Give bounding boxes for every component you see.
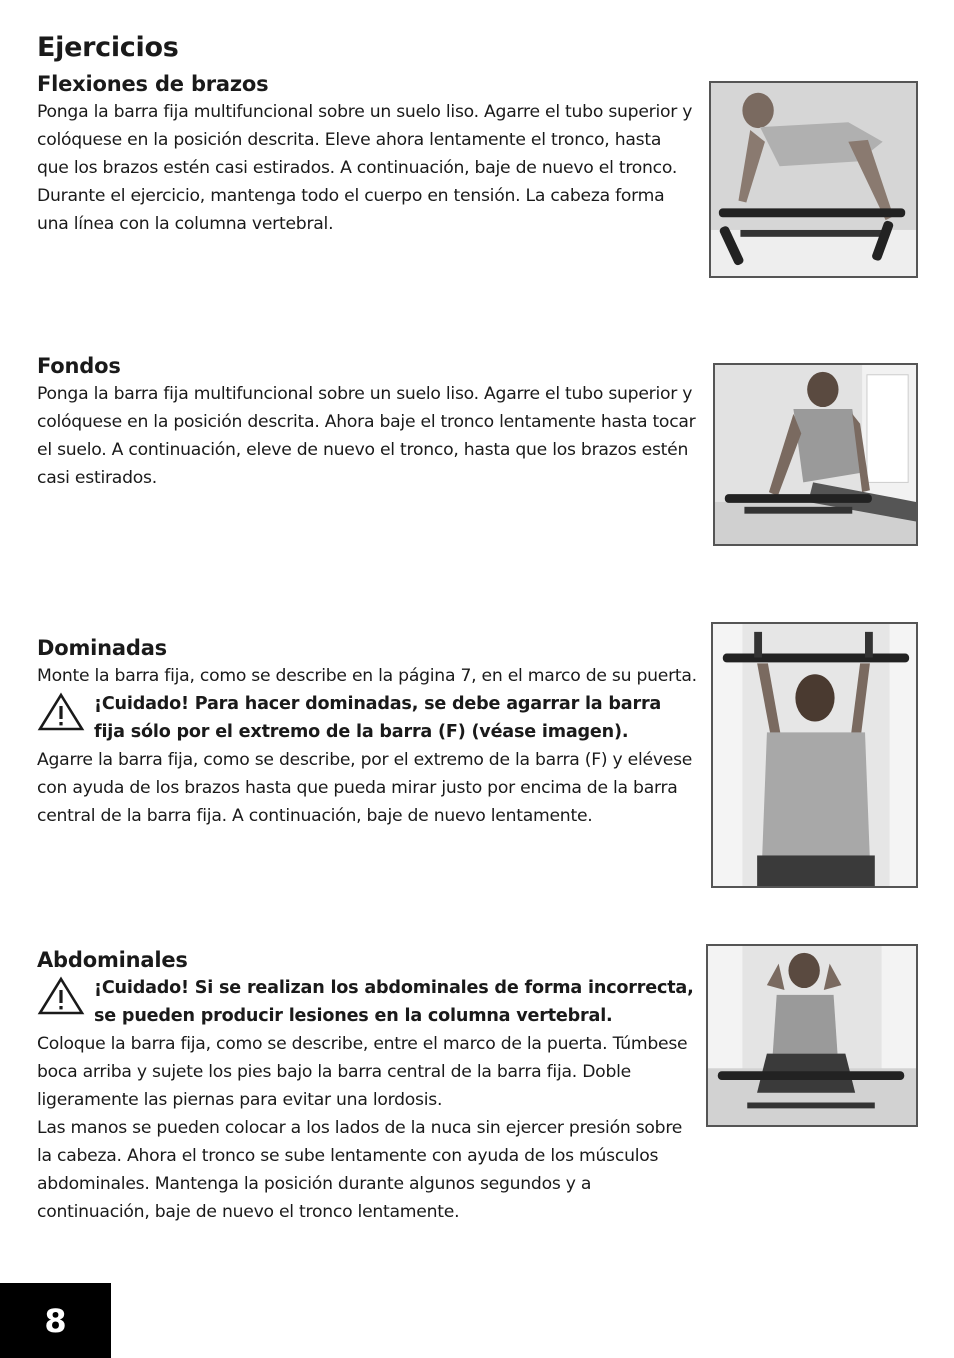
section-crunches [37,946,697,1226]
section-text: Ponga la barra fija multifuncional sobre un suelo liso. Agarre el tubo superior y colóquese en la posición descrita. Ahora baje el tronco lentamente hasta tocar el suelo. A continuación, eleve de nuevo el tronco, hasta que los brazos estén casi estirados. [37,384,696,488]
section-text: Coloque la barra fija, como se describe, entre el marco de la puerta. Túmbese boca arriba y sujete los pies bajo la barra central de la barra fija. Doble ligeramente las piernas para evitar una lordosis. [37,1034,688,1110]
page-title: Ejercicios [37,32,179,63]
warning-icon [37,976,85,1016]
warning-block [37,690,697,746]
crunch-photo [706,944,918,1127]
warning-text: ¡Cuidado! Si se realizan los abdominales de forma incorrecta, se pueden producir lesiones en la columna vertebral. [94,978,694,1026]
section-heading: Fondos [37,354,121,378]
page-number-badge: 8 [0,1283,111,1358]
warning-text: ¡Cuidado! Para hacer dominadas, se debe agarrar la barra fija sólo por el extremo de la barra (F) (véase imagen). [94,694,662,742]
pull-up-photo [711,622,918,888]
warning-icon [37,692,85,732]
dips-photo [713,363,918,546]
section-heading: Dominadas [37,636,167,660]
section-text: Las manos se pueden colocar a los lados de la nuca sin ejercer presión sobre la cabeza. Ahora el tronco se sube lentamente con ayuda de los músculos abdominales. Mantenga la posición durante algunos segundos y a continuación, baje de nuevo el tronco lentamente. [37,1118,683,1222]
warning-block [37,974,697,1030]
section-heading: Abdominales [37,948,188,972]
section-dips [37,352,697,492]
section-pull-ups [37,634,697,830]
push-up-photo [709,81,918,278]
section-intro: Monte la barra fija, como se describe en la página 7, en el marco de su puerta. [37,666,697,686]
section-push-ups [37,70,697,238]
section-text: Agarre la barra fija, como se describe, por el extremo de la barra (F) y elévese con ayuda de los brazos hasta que pueda mirar justo por encima de la barra central de la barra fija. A continuación, baje de nuevo lentamente. [37,750,693,826]
section-heading: Flexiones de brazos [37,72,269,96]
section-text: Ponga la barra fija multifuncional sobre un suelo liso. Agarre el tubo superior y colóquese en la posición descrita. Eleve ahora lentamente el tronco, hasta que los brazos estén casi estirados. A continuación, baje de nuevo el tronco. Durante el ejercicio, mantenga todo el cuerpo en tensión. La cabeza forma una línea con la columna vertebral. [37,102,693,234]
